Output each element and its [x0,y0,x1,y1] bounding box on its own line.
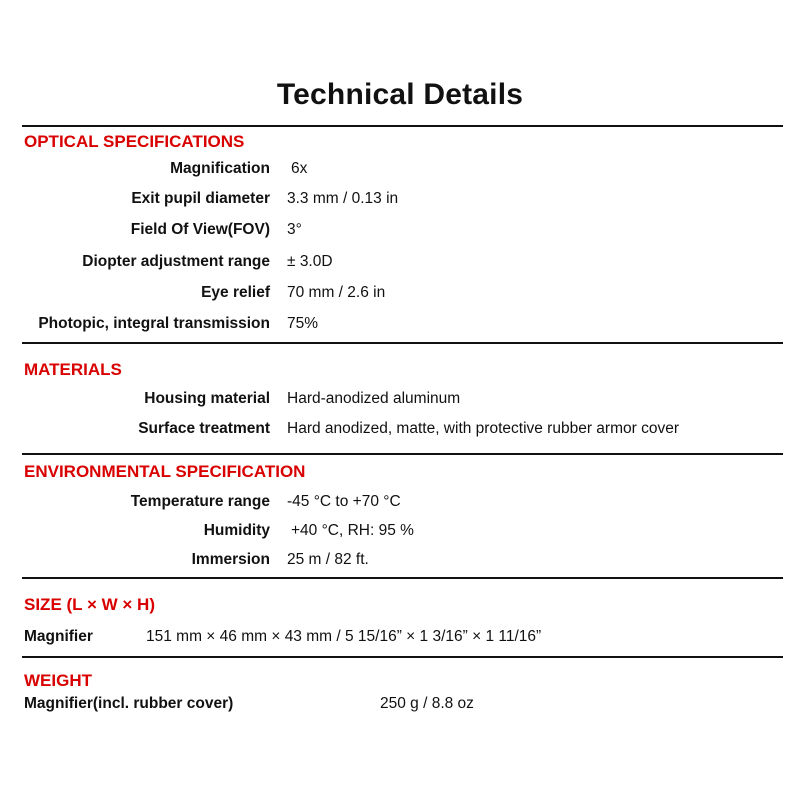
spec-row-size [0,628,800,652]
spec-label: Diopter adjustment range [82,253,270,270]
spec-value: 3.3 mm / 0.13 in [287,190,399,207]
spec-value: ± 3.0D [287,253,333,270]
spec-row-magnification [0,160,800,184]
environmental-heading: ENVIRONMENTAL SPECIFICATION [24,462,306,481]
spec-row-transmission [0,315,800,339]
spec-label: Magnifier(incl. rubber cover) [24,695,234,712]
spec-label: Immersion [191,551,270,568]
spec-label: Eye relief [201,284,270,301]
spec-value: 75% [287,315,319,332]
section-divider [22,656,783,658]
optical-heading: OPTICAL SPECIFICATIONS [24,132,245,151]
spec-label: Magnifier [24,628,93,645]
page-title: Technical Details [276,78,524,111]
spec-label: Temperature range [130,493,270,510]
spec-row-exit-pupil [0,190,800,214]
spec-label: Humidity [203,522,270,539]
spec-row-surface [0,420,800,444]
spec-label: Housing material [144,390,270,407]
spec-label: Exit pupil diameter [131,190,270,207]
spec-label: Photopic, integral transmission [38,315,270,332]
spec-value: 3° [287,221,302,238]
spec-value: -45 °C to +70 °C [287,493,401,510]
spec-value: 25 m / 82 ft. [287,551,369,568]
spec-value: Hard-anodized aluminum [287,390,461,407]
section-divider [22,577,783,579]
spec-value: 70 mm / 2.6 in [287,284,386,301]
section-divider [22,342,783,344]
spec-value: +40 °C, RH: 95 % [291,522,414,539]
size-heading: SIZE (L × W × H) [24,595,155,614]
section-divider [22,125,783,127]
spec-label: Surface treatment [138,420,270,437]
spec-row-immersion [0,551,800,575]
spec-label: Field Of View(FOV) [130,221,270,238]
spec-row-fov [0,221,800,245]
spec-row-diopter [0,253,800,277]
spec-value: 250 g / 8.8 oz [380,695,474,712]
weight-heading: WEIGHT [24,671,92,690]
spec-row-temperature [0,493,800,517]
spec-label: Magnification [170,160,270,177]
spec-value: 151 mm × 46 mm × 43 mm / 5 15/16” × 1 3/16” × 1 11/16” [146,628,542,645]
spec-row-humidity [0,522,800,546]
spec-row-housing [0,390,800,414]
spec-value: Hard anodized, matte, with protective rubber armor cover [287,420,679,437]
spec-row-weight [0,695,800,719]
section-divider [22,453,783,455]
spec-value: 6x [291,160,308,177]
materials-heading: MATERIALS [24,360,122,379]
spec-row-eye-relief [0,284,800,308]
